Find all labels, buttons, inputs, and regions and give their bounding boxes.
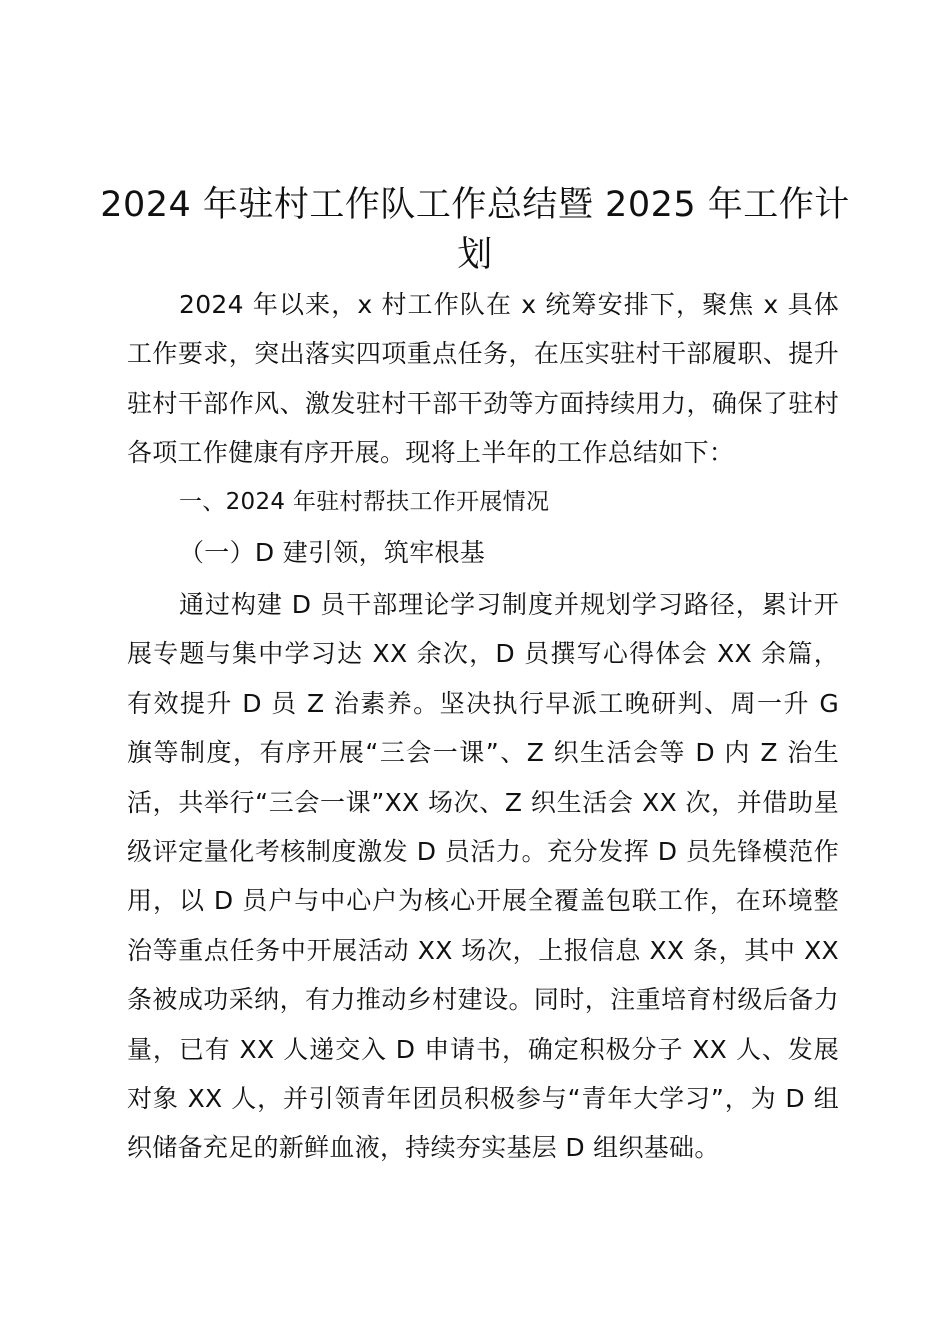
intro-paragraph: 2024 年以来，x 村工作队在 x 统筹安排下，聚焦 x 具体工作要求，突出落实四项重点任务，在压实驻村干部履职、提升驻村干部作风、激发驻村干部干劲等方面持续用力，确保了驻村各项工作健康有序开展。现将上半年的工作总结如下： — [127, 290, 839, 468]
document-title: 2024 年驻村工作队工作总结暨 2025 年工作计划 — [100, 185, 850, 275]
body-paragraph: 通过构建 D 员干部理论学习制度并规划学习路径，累计开展专题与集中学习达 XX 余次，D 员撰写心得体会 XX 余篇，有效提升 D 员 Z 治素养。坚决执行早派工晚研判、周一升 G 旗等制度，有序开展“三会一课”、Z 织生活会等 D 内 Z 治生活，共举行“三会一课”XX 场次、Z 织生活会 XX 次，并借助星级评定量化考核制度激发 D 员活力。充分发挥 D 员先锋模范作用，以 D 员户与中心户为核心开展全覆盖包联工作，在环境整治等重点任务中开展活动 XX 场次，上报信息 XX 条，其中 XX 条被成功采纳，有力推动乡村建设。同时，注重培育村级后备力量，已有 XX 人递交入 D 申请书，确定积极分子 XX 人、发展对象 XX 人，并引领青年团员积极参与“青年大学习”，为 D 组织储备充足的新鲜血液，持续夯实基层 D 组织基础。 — [127, 590, 839, 1163]
section-heading: 一、2024 年驻村帮扶工作开展情况 — [179, 489, 550, 515]
subsection-heading: （一）D 建引领，筑牢根基 — [179, 538, 486, 567]
